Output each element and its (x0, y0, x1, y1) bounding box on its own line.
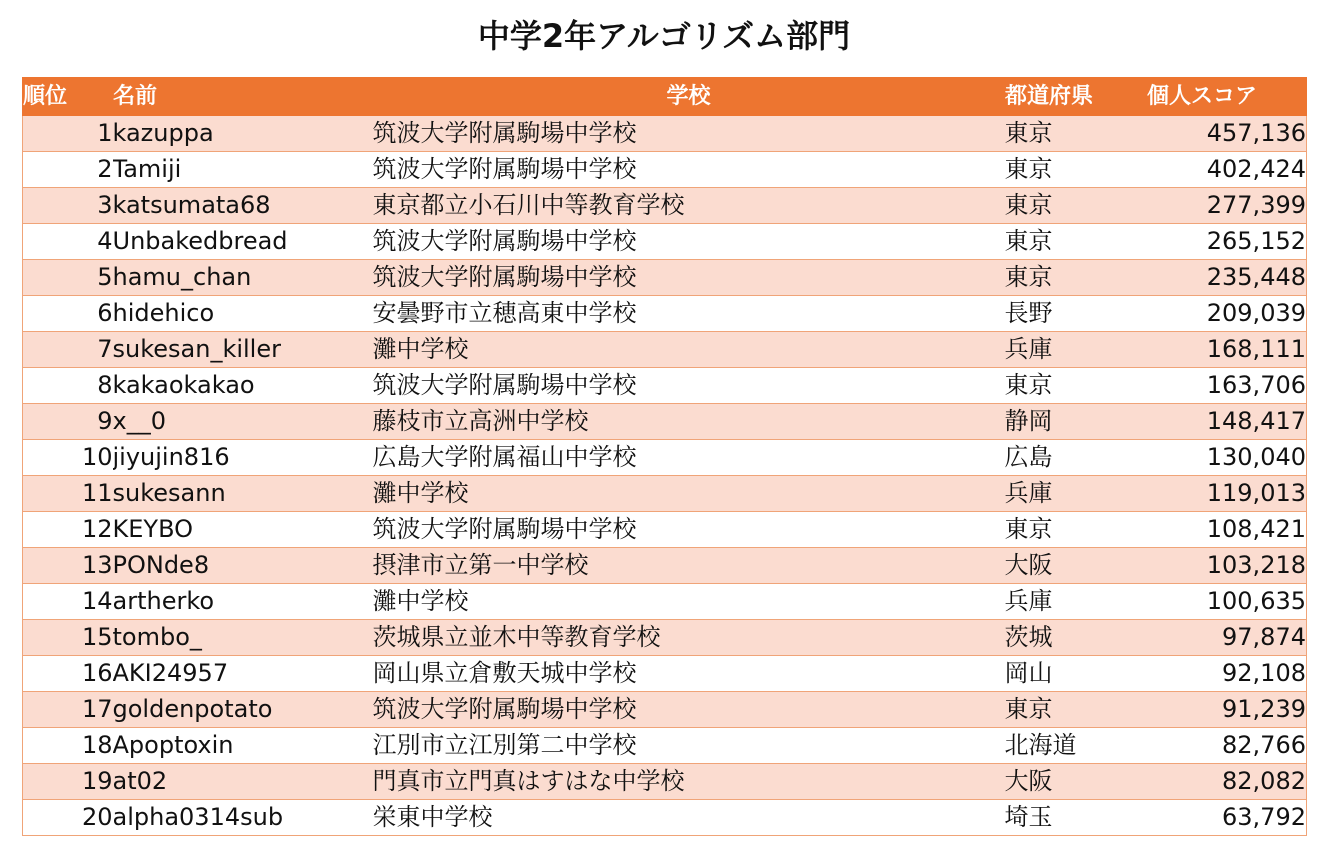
table-row (23, 188, 1307, 224)
pref-cell: 茨城 (1005, 620, 1147, 656)
score-cell: 103,218 (1147, 548, 1307, 584)
pref-cell: 東京 (1005, 152, 1147, 188)
school-cell: 筑波大学附属駒場中学校 (373, 368, 1005, 404)
pref-cell: 東京 (1005, 368, 1147, 404)
score-cell: 168,111 (1147, 332, 1307, 368)
pref-cell: 大阪 (1005, 548, 1147, 584)
table-row (23, 224, 1307, 260)
pref-cell: 静岡 (1005, 404, 1147, 440)
pref-cell: 東京 (1005, 692, 1147, 728)
score-cell: 108,421 (1147, 512, 1307, 548)
table-row (23, 476, 1307, 512)
pref-cell: 東京 (1005, 512, 1147, 548)
school-cell: 摂津市立第一中学校 (373, 548, 1005, 584)
school-cell: 藤枝市立高洲中学校 (373, 404, 1005, 440)
table-body (23, 116, 1307, 836)
table-row (23, 404, 1307, 440)
school-cell: 筑波大学附属駒場中学校 (373, 512, 1005, 548)
school-cell: 筑波大学附属駒場中学校 (373, 224, 1005, 260)
school-cell: 門真市立門真はすはな中学校 (373, 764, 1005, 800)
score-cell: 92,108 (1147, 656, 1307, 692)
pref-cell: 広島 (1005, 440, 1147, 476)
table-row (23, 296, 1307, 332)
table-row (23, 584, 1307, 620)
school-cell: 筑波大学附属駒場中学校 (373, 152, 1005, 188)
page-title: 中学2年アルゴリズム部門 (477, 17, 851, 55)
school-cell: 広島大学附属福山中学校 (373, 440, 1005, 476)
score-cell: 265,152 (1147, 224, 1307, 260)
rank-cell: 15 (23, 620, 113, 656)
table-row (23, 512, 1307, 548)
table-row (23, 260, 1307, 296)
name-cell: artherko (113, 584, 373, 620)
rank-cell: 7 (23, 332, 113, 368)
score-cell: 209,039 (1147, 296, 1307, 332)
name-cell: goldenpotato (113, 692, 373, 728)
name-cell: kazuppa (113, 116, 373, 152)
score-cell: 63,792 (1147, 800, 1307, 836)
table-row (23, 800, 1307, 836)
table-row (23, 692, 1307, 728)
pref-cell: 東京 (1005, 260, 1147, 296)
rank-cell: 8 (23, 368, 113, 404)
score-cell: 235,448 (1147, 260, 1307, 296)
name-cell: jiyujin816 (113, 440, 373, 476)
table-row (23, 728, 1307, 764)
pref-cell: 北海道 (1005, 728, 1147, 764)
column-header-prefecture: 都道府県 (1005, 78, 1147, 116)
header-row (23, 78, 1307, 116)
school-cell: 灘中学校 (373, 332, 1005, 368)
name-cell: tombo_ (113, 620, 373, 656)
name-cell: hidehico (113, 296, 373, 332)
school-cell: 筑波大学附属駒場中学校 (373, 116, 1005, 152)
name-cell: Unbakedbread (113, 224, 373, 260)
column-header-school: 学校 (373, 78, 1005, 116)
name-cell: katsumata68 (113, 188, 373, 224)
score-cell: 91,239 (1147, 692, 1307, 728)
ranking-table (22, 77, 1307, 836)
school-cell: 茨城県立並木中等教育学校 (373, 620, 1005, 656)
table-row (23, 656, 1307, 692)
pref-cell: 兵庫 (1005, 584, 1147, 620)
school-cell: 江別市立江別第二中学校 (373, 728, 1005, 764)
name-cell: Apoptoxin (113, 728, 373, 764)
name-cell: kakaokakao (113, 368, 373, 404)
column-header-rank: 順位 (23, 78, 113, 116)
name-cell: PONde8 (113, 548, 373, 584)
pref-cell: 長野 (1005, 296, 1147, 332)
score-cell: 119,013 (1147, 476, 1307, 512)
name-cell: sukesan_killer (113, 332, 373, 368)
table-row (23, 332, 1307, 368)
school-cell: 栄東中学校 (373, 800, 1005, 836)
rank-cell: 4 (23, 224, 113, 260)
rank-cell: 13 (23, 548, 113, 584)
rank-cell: 2 (23, 152, 113, 188)
rank-cell: 14 (23, 584, 113, 620)
school-cell: 筑波大学附属駒場中学校 (373, 260, 1005, 296)
rank-cell: 6 (23, 296, 113, 332)
rank-cell: 17 (23, 692, 113, 728)
score-cell: 130,040 (1147, 440, 1307, 476)
pref-cell: 岡山 (1005, 656, 1147, 692)
table-row (23, 620, 1307, 656)
name-cell: alpha0314sub (113, 800, 373, 836)
rank-cell: 16 (23, 656, 113, 692)
pref-cell: 大阪 (1005, 764, 1147, 800)
score-cell: 82,082 (1147, 764, 1307, 800)
rank-cell: 1 (23, 116, 113, 152)
name-cell: KEYBO (113, 512, 373, 548)
pref-cell: 東京 (1005, 116, 1147, 152)
pref-cell: 兵庫 (1005, 332, 1147, 368)
name-cell: hamu_chan (113, 260, 373, 296)
school-cell: 灘中学校 (373, 476, 1005, 512)
score-cell: 148,417 (1147, 404, 1307, 440)
score-cell: 97,874 (1147, 620, 1307, 656)
school-cell: 岡山県立倉敷天城中学校 (373, 656, 1005, 692)
name-cell: Tamiji (113, 152, 373, 188)
rank-cell: 10 (23, 440, 113, 476)
name-cell: sukesann (113, 476, 373, 512)
rank-cell: 5 (23, 260, 113, 296)
table-row (23, 764, 1307, 800)
rank-cell: 3 (23, 188, 113, 224)
column-header-score: 個人スコア (1147, 78, 1307, 116)
score-cell: 163,706 (1147, 368, 1307, 404)
name-cell: x__0 (113, 404, 373, 440)
rank-cell: 18 (23, 728, 113, 764)
school-cell: 灘中学校 (373, 584, 1005, 620)
score-cell: 277,399 (1147, 188, 1307, 224)
school-cell: 安曇野市立穂高東中学校 (373, 296, 1005, 332)
rank-cell: 19 (23, 764, 113, 800)
score-cell: 402,424 (1147, 152, 1307, 188)
rank-cell: 9 (23, 404, 113, 440)
table-row (23, 548, 1307, 584)
table-row (23, 440, 1307, 476)
name-cell: at02 (113, 764, 373, 800)
pref-cell: 埼玉 (1005, 800, 1147, 836)
score-cell: 457,136 (1147, 116, 1307, 152)
table-row (23, 152, 1307, 188)
rank-cell: 12 (23, 512, 113, 548)
pref-cell: 東京 (1005, 224, 1147, 260)
school-cell: 東京都立小石川中等教育学校 (373, 188, 1005, 224)
column-header-name: 名前 (113, 78, 373, 116)
school-cell: 筑波大学附属駒場中学校 (373, 692, 1005, 728)
pref-cell: 兵庫 (1005, 476, 1147, 512)
score-cell: 82,766 (1147, 728, 1307, 764)
rank-cell: 20 (23, 800, 113, 836)
rank-cell: 11 (23, 476, 113, 512)
pref-cell: 東京 (1005, 188, 1147, 224)
name-cell: AKI24957 (113, 656, 373, 692)
score-cell: 100,635 (1147, 584, 1307, 620)
table-row (23, 116, 1307, 152)
table-row (23, 368, 1307, 404)
